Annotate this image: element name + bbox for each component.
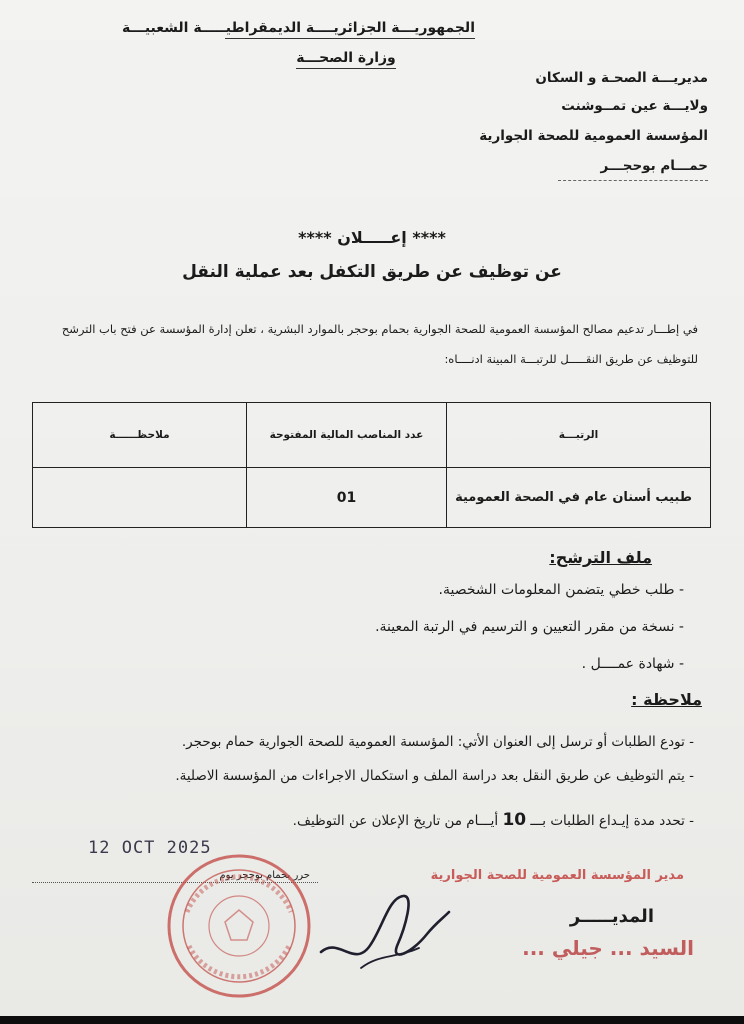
notes-title: ملاحظة : xyxy=(631,690,702,709)
deadline-suffix: أيـــام من تاريخ الإعلان عن التوظيف. xyxy=(292,813,499,829)
announcement-title: **** إعـــــلان **** xyxy=(298,228,446,247)
intro-paragraph-line1: في إطـــار تدعيم مصالح المؤسسة العمومية للصحة الجوارية بحمام بوحجر بالموارد البشرية ، تعلن إدارة المؤسسة عن فتح باب الترشح xyxy=(61,322,698,336)
table-row xyxy=(33,468,711,528)
list-item: - نسخة من مقرر التعيين و الترسيم في الرتبة المعينة. xyxy=(375,619,684,635)
issuer-institution: المؤسسة العمومية للصحة الجوارية xyxy=(479,128,708,144)
bottom-edge-band xyxy=(0,1016,744,1024)
signer-organization: مدير المؤسسة العمومية للصحة الجوارية xyxy=(430,868,684,883)
candidacy-file-title: ملف الترشح: xyxy=(549,548,652,567)
deadline-days: 10 xyxy=(502,810,527,830)
note-item-deadline xyxy=(293,810,694,830)
deadline-prefix: - تحدد مدة إيـداع الطلبات بـــ xyxy=(530,813,694,829)
signer-name: السيد ... جيلي ... xyxy=(522,936,694,960)
announcement-subject: عن توظيف عن طريق التكفل بعد عملية النقل xyxy=(182,262,562,282)
grade-column-header: الرتبـــة xyxy=(447,403,711,468)
date-stamp: 12 OCT 2025 xyxy=(88,838,212,858)
note-cell xyxy=(33,468,247,528)
issuer-town: حمـــام بوحجـــر xyxy=(600,158,708,174)
issuer-wilaya: ولايـــة عين تمــوشنت xyxy=(561,98,708,114)
ministry-header: وزارة الصحـــة xyxy=(296,50,396,69)
list-item: - شهادة عمــــل . xyxy=(581,656,684,672)
note-item-procedure: - يتم التوظيف عن طريق النقل بعد دراسة الملف و استكمال الاجراءات من المؤسسة الاصلية. xyxy=(175,768,694,784)
positions-cell: 01 xyxy=(247,468,447,528)
grade-cell: طبيب أسنان عام في الصحة العمومية xyxy=(447,468,711,528)
table-header-row xyxy=(33,403,711,468)
grades-table xyxy=(32,402,711,528)
signer-title: المديـــــر xyxy=(569,906,654,927)
note-column-header: ملاحظــــــة xyxy=(33,403,247,468)
intro-paragraph-line2: للتوظيف عن طريق النقـــــل للرتبـــة المبينة ادنــــاه: xyxy=(444,352,698,366)
republic-header: الجمهوريـــة الجزائريــــة الديمقراطيـــــة الشعبيـــة xyxy=(225,20,475,39)
positions-column-header: عدد المناصب المالية المفتوحة xyxy=(247,403,447,468)
issuer-underline xyxy=(558,180,708,181)
official-seal-icon xyxy=(165,852,313,1000)
note-item-address: - تودع الطلبات أو ترسل إلى العنوان الأتي: المؤسسة العمومية للصحة الجوارية حمام بوحجر. xyxy=(181,734,694,750)
written-at-label: حرر بحمام بوحجر يوم xyxy=(219,870,310,881)
signature-icon xyxy=(315,888,455,978)
issuer-directorate: مديريـــة الصحـة و السكان xyxy=(535,70,708,86)
list-item: - طلب خطي يتضمن المعلومات الشخصية. xyxy=(438,582,684,598)
